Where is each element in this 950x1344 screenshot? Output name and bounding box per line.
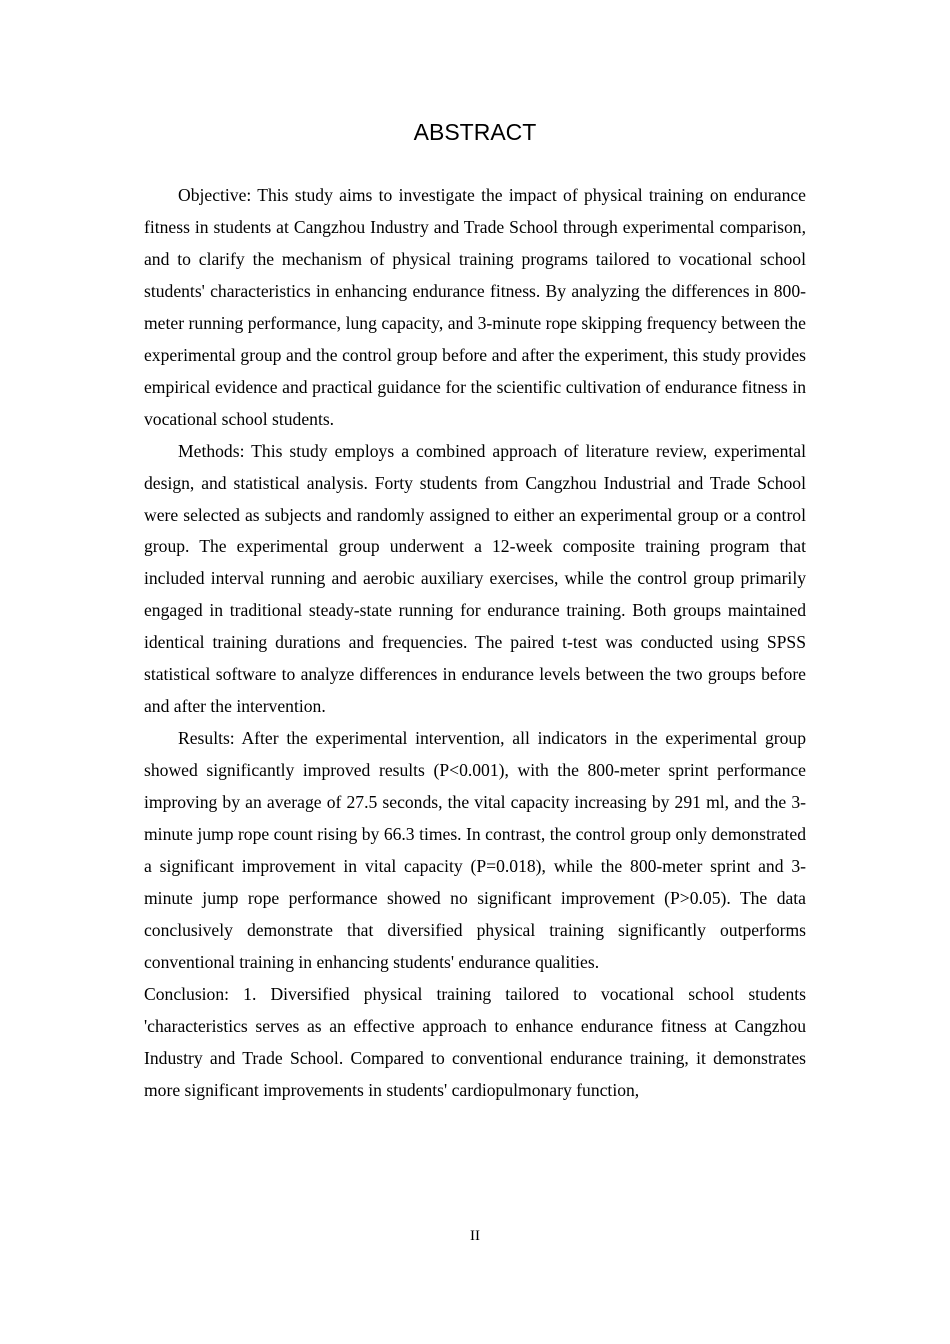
conclusion-paragraph: Conclusion: 1. Diversified physical training tailored to vocational school students 'characteristics serves as an effective approach to enhance endurance fitness at Cangzhou Industry and Trade School. Compared to conventional endurance training, it demonstrates more significant improvements in students' cardiopulmonary function,	[144, 983, 806, 1100]
page-number: II	[470, 1228, 480, 1244]
abstract-body	[144, 180, 806, 1107]
objective-paragraph: Objective: This study aims to investigate the impact of physical training on endurance fitness in students at Cangzhou Industry and Trade School through experimental comparison, and to clarify the mechanism of physical training programs tailored to vocational school students' characteristics in enhancing endurance fitness. By analyzing the differences in 800-meter running performance, lung capacity, and 3-minute rope skipping frequency between the experimental group and the control group before and after the experiment, this study provides empirical evidence and practical guidance for the scientific cultivation of endurance fitness in vocational school students.	[144, 185, 806, 429]
results-paragraph: Results: After the experimental intervention, all indicators in the experimental group showed significantly improved results (P<0.001), with the 800-meter sprint performance improving by an average of 27.5 seconds, the vital capacity increasing by 291 ml, and the 3-minute jump rope count rising by 66.3 times. In contrast, the control group only demonstrated a significant improvement in vital capacity (P=0.018), while the 800-meter sprint and 3-minute jump rope performance showed no significant improvement (P>0.05). The data conclusively demonstrate that diversified physical training significantly outperforms conventional training in enhancing students' endurance qualities.	[144, 728, 806, 972]
page-title: ABSTRACT	[413, 119, 537, 145]
methods-paragraph: Methods: This study employs a combined approach of literature review, experimental design, and statistical analysis. Forty students from Cangzhou Industrial and Trade School were selected as subjects and randomly assigned to either an experimental group or a control group. The experimental group underwent a 12-week composite training program that included interval running and aerobic auxiliary exercises, while the control group primarily engaged in traditional steady-state running for endurance training. Both groups maintained identical training durations and frequencies. The paired t-test was conducted using SPSS statistical software to analyze differences in endurance levels between the two groups before and after the intervention.	[144, 440, 806, 717]
